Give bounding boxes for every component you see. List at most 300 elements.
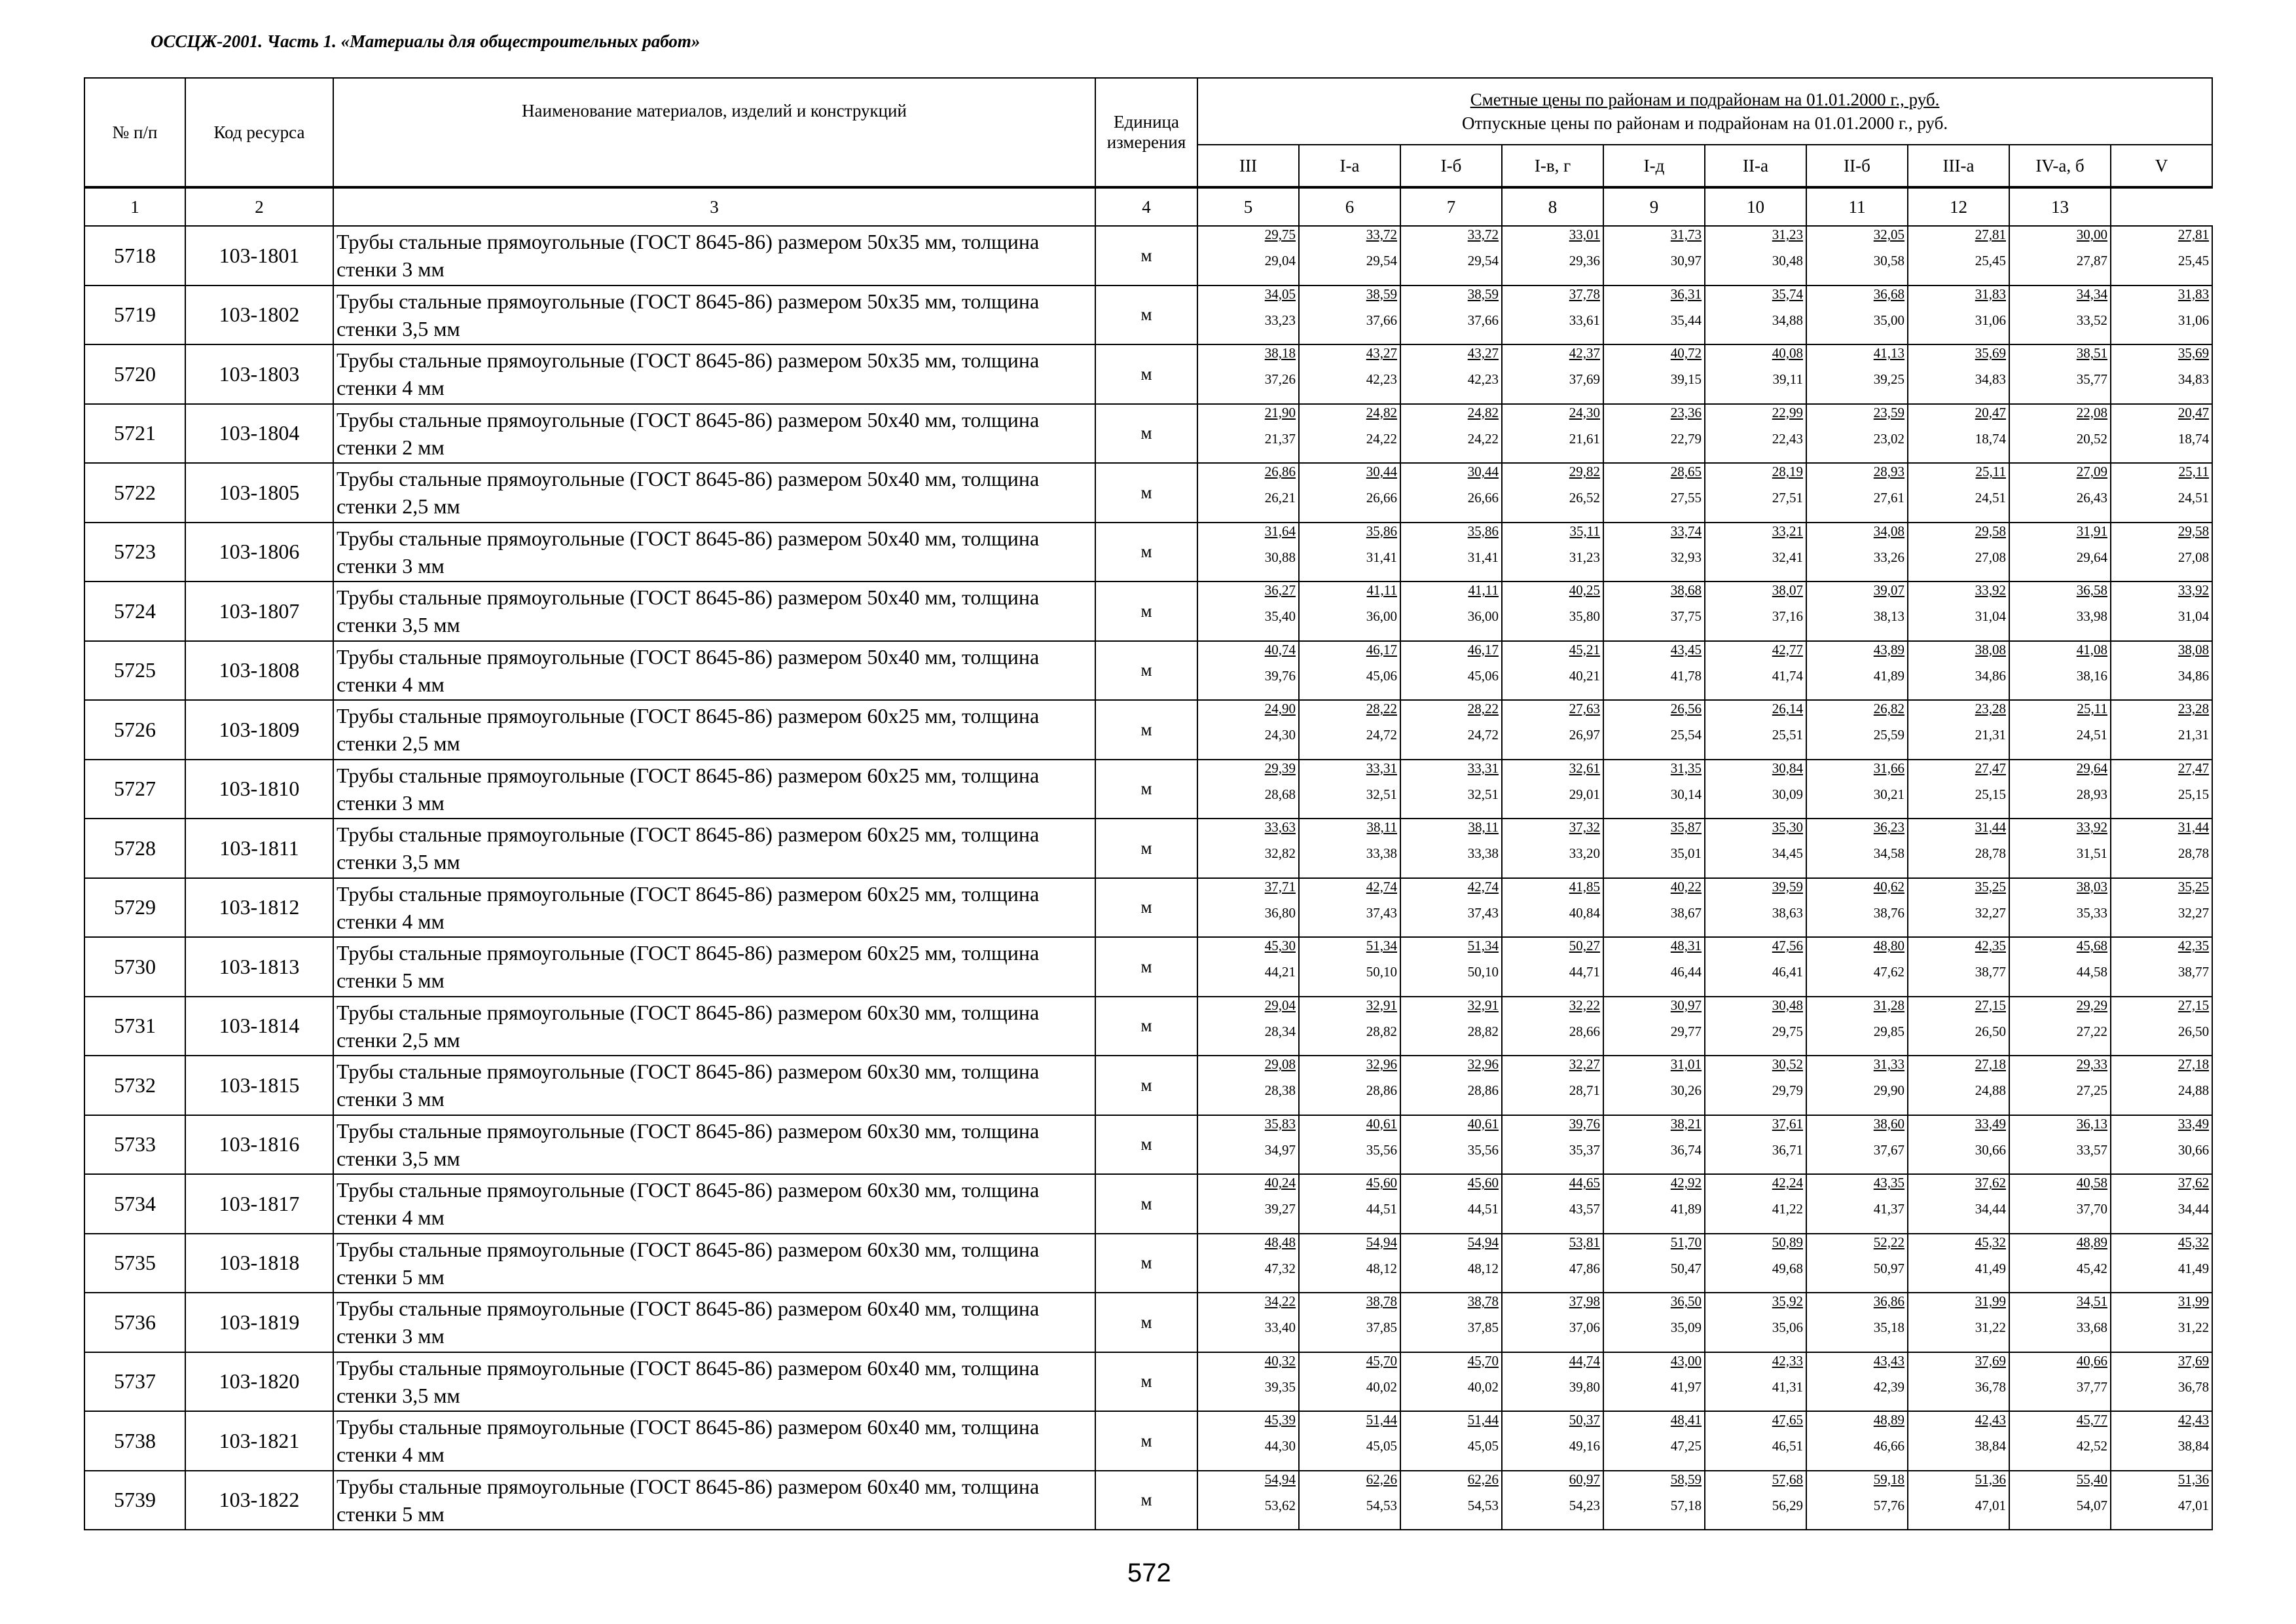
resource-code: 103-1821 — [185, 1411, 333, 1471]
price-cell — [2009, 581, 2111, 641]
release-price: 26,21 — [1264, 490, 1296, 506]
release-price: 31,06 — [1975, 312, 2006, 328]
price-cell — [1705, 997, 1806, 1056]
estimate-price: 35,25 — [2178, 878, 2210, 895]
release-price: 27,55 — [1670, 490, 1702, 506]
table-row — [84, 1352, 2212, 1412]
release-price: 41,89 — [1670, 1201, 1702, 1217]
estimate-price: 25,11 — [1975, 464, 2006, 479]
estimate-price: 54,94 — [1467, 1234, 1499, 1250]
price-cell — [1197, 937, 1299, 997]
material-name: Трубы стальные прямоугольные (ГОСТ 8645-86) размером 50х35 мм, толщина стенки 3 мм — [333, 226, 1095, 286]
column-number: 11 — [1806, 187, 1908, 226]
estimate-price: 40,66 — [2076, 1352, 2107, 1369]
price-cell — [1705, 344, 1806, 404]
price-cell — [1197, 1115, 1299, 1175]
price-cell — [1705, 1471, 1806, 1530]
release-price: 35,56 — [1467, 1141, 1499, 1158]
price-cell — [1400, 641, 1502, 701]
release-price: 54,07 — [2076, 1497, 2107, 1513]
release-price: 41,78 — [1670, 667, 1702, 684]
price-cell — [1806, 581, 1908, 641]
estimate-price: 36,13 — [2076, 1115, 2107, 1132]
release-price: 26,50 — [2178, 1023, 2210, 1039]
estimate-price: 45,32 — [1975, 1234, 2006, 1250]
release-price: 28,93 — [2076, 786, 2107, 802]
price-cell — [2111, 878, 2212, 938]
estimate-price: 30,00 — [2076, 227, 2107, 242]
estimate-price: 37,62 — [2178, 1175, 2210, 1190]
material-name: Трубы стальные прямоугольные (ГОСТ 8645-86) размером 50х35 мм, толщина стенки 4 мм — [333, 344, 1095, 404]
price-cell — [1603, 1411, 1705, 1471]
estimate-price: 40,58 — [2076, 1175, 2107, 1190]
release-price: 31,51 — [2076, 845, 2107, 861]
material-name: Трубы стальные прямоугольные (ГОСТ 8645-86) размером 60х25 мм, толщина стенки 4 мм — [333, 878, 1095, 938]
price-cell — [1299, 1293, 1400, 1352]
resource-code: 103-1812 — [185, 878, 333, 938]
release-price: 34,45 — [1772, 845, 1803, 861]
row-number: 5727 — [84, 760, 185, 819]
estimate-price: 52,22 — [1873, 1234, 1904, 1250]
release-price: 35,40 — [1264, 608, 1296, 624]
price-cell — [1299, 581, 1400, 641]
estimate-price: 36,86 — [1873, 1293, 1904, 1309]
price-cell — [2111, 997, 2212, 1056]
release-price: 30,58 — [1873, 253, 1904, 268]
material-name: Трубы стальные прямоугольные (ГОСТ 8645-86) размером 60х30 мм, толщина стенки 3,5 мм — [333, 1115, 1095, 1175]
release-price: 25,51 — [1772, 727, 1803, 743]
estimate-price: 43,00 — [1670, 1352, 1702, 1369]
table-row — [84, 581, 2212, 641]
estimate-price: 34,08 — [1873, 523, 1904, 539]
column-number: 7 — [1400, 187, 1502, 226]
estimate-price: 53,81 — [1569, 1234, 1600, 1250]
price-cell — [1603, 1471, 1705, 1530]
price-cell — [1705, 581, 1806, 641]
estimate-price: 40,74 — [1264, 641, 1296, 657]
price-cell — [1806, 344, 1908, 404]
price-cell — [1603, 1174, 1705, 1234]
estimate-price: 29,04 — [1264, 997, 1296, 1013]
price-cell — [1908, 760, 2009, 819]
price-cell — [1806, 523, 1908, 582]
row-number: 5733 — [84, 1115, 185, 1175]
price-cell — [1197, 523, 1299, 582]
price-cell — [1806, 1471, 1908, 1530]
region-header: I-в, г — [1502, 145, 1603, 187]
estimate-price: 38,21 — [1670, 1115, 1702, 1132]
release-price: 29,54 — [1467, 253, 1499, 268]
release-price: 35,00 — [1873, 312, 1904, 328]
estimate-price: 45,68 — [2076, 938, 2107, 953]
release-price: 34,88 — [1772, 312, 1803, 328]
price-caption-release: Отпускные цены по районам и подрайонам на 01.01.2000 г., руб. — [1461, 113, 1948, 133]
price-cell — [1299, 523, 1400, 582]
estimate-price: 26,14 — [1772, 701, 1803, 716]
release-price: 38,84 — [2178, 1438, 2210, 1454]
release-price: 36,00 — [1366, 608, 1397, 624]
table-row — [84, 226, 2212, 286]
price-cell — [1908, 700, 2009, 760]
estimate-price: 31,44 — [2178, 819, 2210, 835]
release-price: 49,68 — [1772, 1260, 1803, 1276]
release-price: 33,68 — [2076, 1320, 2107, 1335]
release-price: 38,77 — [2178, 964, 2210, 980]
release-price: 36,80 — [1264, 904, 1296, 921]
price-cell — [1908, 819, 2009, 878]
material-name: Трубы стальные прямоугольные (ГОСТ 8645-86) размером 60х25 мм, толщина стенки 5 мм — [333, 937, 1095, 997]
estimate-price: 50,89 — [1772, 1234, 1803, 1250]
release-price: 30,21 — [1873, 786, 1904, 802]
release-price: 35,33 — [2076, 904, 2107, 921]
estimate-price: 38,11 — [1468, 819, 1499, 835]
price-cell — [1299, 1411, 1400, 1471]
release-price: 31,23 — [1569, 549, 1600, 565]
price-cell — [1908, 1352, 2009, 1412]
price-cell — [1908, 997, 2009, 1056]
release-price: 47,32 — [1264, 1260, 1296, 1276]
price-cell — [2111, 641, 2212, 701]
release-price: 44,58 — [2076, 964, 2107, 980]
table-row — [84, 523, 2212, 582]
estimate-price: 33,49 — [1975, 1115, 2006, 1132]
release-price: 53,62 — [1264, 1497, 1296, 1513]
resource-code: 103-1817 — [185, 1174, 333, 1234]
release-price: 34,44 — [2178, 1201, 2210, 1217]
col-header-num: № п/п — [84, 78, 185, 187]
estimate-price: 48,80 — [1873, 938, 1904, 953]
release-price: 28,82 — [1467, 1023, 1499, 1039]
release-price: 50,10 — [1467, 964, 1499, 980]
release-price: 28,66 — [1569, 1023, 1600, 1039]
release-price: 24,88 — [1975, 1082, 2006, 1098]
estimate-price: 31,28 — [1873, 997, 1904, 1013]
price-cell — [1299, 1234, 1400, 1293]
price-cell — [1400, 404, 1502, 464]
row-number: 5718 — [84, 226, 185, 286]
price-cell — [1400, 581, 1502, 641]
estimate-price: 40,25 — [1569, 582, 1600, 598]
estimate-price: 33,49 — [2178, 1115, 2210, 1132]
estimate-price: 40,32 — [1264, 1352, 1296, 1369]
unit-of-measure: м — [1095, 997, 1197, 1056]
price-cell — [1400, 1471, 1502, 1530]
price-cell — [1502, 1352, 1603, 1412]
release-price: 21,31 — [1975, 727, 2006, 743]
table-row — [84, 344, 2212, 404]
estimate-price: 42,37 — [1569, 345, 1600, 361]
estimate-price: 38,08 — [2178, 641, 2210, 657]
estimate-price: 33,63 — [1264, 819, 1296, 835]
price-cell — [1502, 641, 1603, 701]
estimate-price: 31,64 — [1264, 523, 1296, 539]
release-price: 41,89 — [1873, 667, 1904, 684]
price-cell — [1502, 1411, 1603, 1471]
release-price: 28,86 — [1366, 1082, 1397, 1098]
estimate-price: 42,35 — [1975, 938, 2006, 953]
estimate-price: 40,08 — [1772, 345, 1803, 361]
estimate-price: 37,98 — [1569, 1293, 1600, 1309]
estimate-price: 38,78 — [1467, 1293, 1499, 1309]
estimate-price: 21,90 — [1264, 404, 1296, 420]
material-name: Трубы стальные прямоугольные (ГОСТ 8645-86) размером 60х25 мм, толщина стенки 3 мм — [333, 760, 1095, 819]
table-row — [84, 1174, 2212, 1234]
price-cell — [2111, 1471, 2212, 1530]
column-number: 12 — [1908, 187, 2009, 226]
release-price: 35,06 — [1772, 1320, 1803, 1335]
estimate-price: 38,11 — [1366, 819, 1397, 835]
column-number: 2 — [185, 187, 333, 226]
price-cell — [2009, 344, 2111, 404]
estimate-price: 35,69 — [1975, 345, 2006, 361]
estimate-price: 35,86 — [1467, 523, 1499, 539]
resource-code: 103-1811 — [185, 819, 333, 878]
price-cell — [1299, 1174, 1400, 1234]
column-number: 10 — [1705, 187, 1806, 226]
release-price: 35,18 — [1873, 1320, 1904, 1335]
price-cell — [1603, 226, 1705, 286]
price-cell — [1908, 344, 2009, 404]
estimate-price: 29,58 — [2178, 523, 2210, 539]
estimate-price: 46,17 — [1467, 641, 1499, 657]
price-cell — [1400, 1115, 1502, 1175]
estimate-price: 33,21 — [1772, 523, 1803, 539]
resource-code: 103-1802 — [185, 286, 333, 345]
release-price: 29,54 — [1366, 253, 1397, 268]
price-cell — [2111, 344, 2212, 404]
price-cell — [1299, 286, 1400, 345]
estimate-price: 51,34 — [1366, 938, 1397, 953]
column-number: 1 — [84, 187, 185, 226]
estimate-price: 31,99 — [2178, 1293, 2210, 1309]
estimate-price: 33,92 — [1975, 582, 2006, 598]
estimate-price: 32,61 — [1569, 760, 1600, 776]
estimate-price: 33,72 — [1467, 227, 1499, 242]
resource-code: 103-1816 — [185, 1115, 333, 1175]
release-price: 45,06 — [1366, 667, 1397, 684]
estimate-price: 44,74 — [1569, 1352, 1600, 1369]
release-price: 29,01 — [1569, 786, 1600, 802]
estimate-price: 23,36 — [1670, 404, 1702, 420]
release-price: 57,76 — [1873, 1497, 1904, 1513]
release-price: 41,49 — [1975, 1260, 2006, 1276]
release-price: 44,71 — [1569, 964, 1600, 980]
release-price: 28,78 — [2178, 845, 2210, 861]
estimate-price: 48,89 — [2076, 1234, 2107, 1250]
price-cell — [1197, 819, 1299, 878]
release-price: 37,85 — [1366, 1320, 1397, 1335]
table-row — [84, 760, 2212, 819]
release-price: 44,30 — [1264, 1438, 1296, 1454]
release-price: 45,06 — [1467, 667, 1499, 684]
release-price: 28,71 — [1569, 1082, 1600, 1098]
estimate-price: 40,22 — [1670, 878, 1702, 895]
price-cell — [1197, 1174, 1299, 1234]
resource-code: 103-1814 — [185, 997, 333, 1056]
price-cell — [1400, 226, 1502, 286]
release-price: 56,29 — [1772, 1497, 1803, 1513]
release-price: 30,14 — [1670, 786, 1702, 802]
release-price: 36,00 — [1467, 608, 1499, 624]
release-price: 29,04 — [1264, 253, 1296, 268]
price-cell — [1502, 523, 1603, 582]
release-price: 26,66 — [1467, 490, 1499, 506]
material-name: Трубы стальные прямоугольные (ГОСТ 8645-86) размером 50х40 мм, толщина стенки 4 мм — [333, 641, 1095, 701]
price-cell — [1299, 700, 1400, 760]
estimate-price: 32,27 — [1569, 1056, 1600, 1072]
release-price: 32,51 — [1366, 786, 1397, 802]
release-price: 39,76 — [1264, 667, 1296, 684]
estimate-price: 45,30 — [1264, 938, 1296, 953]
region-header: I-д — [1603, 145, 1705, 187]
price-cell — [1603, 641, 1705, 701]
price-cell — [1299, 878, 1400, 938]
price-cell — [2111, 1174, 2212, 1234]
price-cell — [1908, 641, 2009, 701]
col-header-prices — [1197, 78, 2212, 145]
price-cell — [1806, 700, 1908, 760]
row-number: 5725 — [84, 641, 185, 701]
price-cell — [1705, 523, 1806, 582]
row-number: 5722 — [84, 463, 185, 523]
resource-code: 103-1805 — [185, 463, 333, 523]
row-number: 5728 — [84, 819, 185, 878]
estimate-price: 43,27 — [1467, 345, 1499, 361]
table-row — [84, 937, 2212, 997]
estimate-price: 32,91 — [1467, 997, 1499, 1013]
region-header: I-а — [1299, 145, 1400, 187]
estimate-price: 50,27 — [1569, 938, 1600, 953]
price-cell — [1299, 760, 1400, 819]
release-price: 18,74 — [1975, 430, 2006, 447]
table-row — [84, 286, 2212, 345]
release-price: 54,53 — [1467, 1497, 1499, 1513]
release-price: 47,25 — [1670, 1438, 1702, 1454]
price-cell — [1806, 1234, 1908, 1293]
price-cell — [1502, 878, 1603, 938]
price-cell — [1502, 226, 1603, 286]
release-price: 35,09 — [1670, 1320, 1702, 1335]
table-row — [84, 641, 2212, 701]
price-cell — [1705, 1352, 1806, 1412]
price-cell — [1400, 937, 1502, 997]
estimate-price: 50,37 — [1569, 1412, 1600, 1428]
estimate-price: 58,59 — [1670, 1471, 1702, 1487]
release-price: 29,75 — [1772, 1023, 1803, 1039]
estimate-price: 40,61 — [1467, 1115, 1499, 1132]
estimate-price: 41,08 — [2076, 641, 2107, 657]
price-cell — [1603, 286, 1705, 345]
estimate-price: 31,66 — [1873, 760, 1904, 776]
estimate-price: 60,97 — [1569, 1471, 1600, 1487]
release-price: 25,59 — [1873, 727, 1904, 743]
region-header: III-а — [1908, 145, 2009, 187]
resource-code: 103-1806 — [185, 523, 333, 582]
estimate-price: 31,23 — [1772, 227, 1803, 242]
estimate-price: 35,92 — [1772, 1293, 1803, 1309]
estimate-price: 30,97 — [1670, 997, 1702, 1013]
release-price: 46,51 — [1772, 1438, 1803, 1454]
estimate-price: 39,59 — [1772, 878, 1803, 895]
price-cell — [1197, 760, 1299, 819]
price-cell — [2009, 937, 2111, 997]
row-number: 5732 — [84, 1056, 185, 1115]
release-price: 30,97 — [1670, 253, 1702, 268]
price-cell — [1299, 1471, 1400, 1530]
row-number: 5735 — [84, 1234, 185, 1293]
release-price: 36,78 — [2178, 1378, 2210, 1395]
estimate-price: 32,96 — [1467, 1056, 1499, 1072]
release-price: 57,18 — [1670, 1497, 1702, 1513]
release-price: 34,44 — [1975, 1201, 2006, 1217]
estimate-price: 41,13 — [1873, 345, 1904, 361]
table-row — [84, 1115, 2212, 1175]
release-price: 37,26 — [1264, 371, 1296, 387]
release-price: 41,74 — [1772, 667, 1803, 684]
estimate-price: 31,99 — [1975, 1293, 2006, 1309]
price-cell — [1400, 286, 1502, 345]
price-cell — [1400, 1234, 1502, 1293]
estimate-price: 48,31 — [1670, 938, 1702, 953]
estimate-price: 30,84 — [1772, 760, 1803, 776]
estimate-price: 31,83 — [2178, 286, 2210, 302]
unit-of-measure: м — [1095, 1352, 1197, 1412]
release-price: 26,50 — [1975, 1023, 2006, 1039]
unit-of-measure: м — [1095, 523, 1197, 582]
release-price: 30,26 — [1670, 1082, 1702, 1098]
price-cell — [1197, 700, 1299, 760]
price-cell — [1502, 937, 1603, 997]
release-price: 39,11 — [1772, 371, 1803, 387]
release-price: 38,77 — [1975, 964, 2006, 980]
price-cell — [1299, 937, 1400, 997]
release-price: 48,12 — [1467, 1260, 1499, 1276]
release-price: 31,22 — [1975, 1320, 2006, 1335]
price-cell — [1908, 226, 2009, 286]
price-cell — [2111, 286, 2212, 345]
material-name: Трубы стальные прямоугольные (ГОСТ 8645-86) размером 60х30 мм, толщина стенки 2,5 мм — [333, 997, 1095, 1056]
release-price: 24,51 — [2076, 727, 2107, 743]
table-row — [84, 1056, 2212, 1115]
estimate-price: 31,91 — [2076, 523, 2107, 539]
estimate-price: 27,18 — [1975, 1056, 2006, 1072]
release-price: 27,51 — [1772, 490, 1803, 506]
material-name: Трубы стальные прямоугольные (ГОСТ 8645-86) размером 60х30 мм, толщина стенки 4 мм — [333, 1174, 1095, 1234]
price-cell — [1197, 1056, 1299, 1115]
price-cell — [1705, 760, 1806, 819]
price-cell — [2111, 226, 2212, 286]
estimate-price: 29,75 — [1264, 227, 1296, 242]
price-cell — [1603, 404, 1705, 464]
release-price: 44,51 — [1366, 1201, 1397, 1217]
release-price: 25,45 — [1975, 253, 2006, 268]
estimate-price: 38,51 — [2076, 345, 2107, 361]
release-price: 33,40 — [1264, 1320, 1296, 1335]
table-row — [84, 1471, 2212, 1530]
price-cell — [2111, 1411, 2212, 1471]
price-cell — [2009, 700, 2111, 760]
release-price: 38,67 — [1670, 904, 1702, 921]
row-number: 5729 — [84, 878, 185, 938]
table-row — [84, 1293, 2212, 1352]
price-cell — [2009, 1471, 2111, 1530]
release-price: 32,82 — [1264, 845, 1296, 861]
release-price: 41,37 — [1873, 1201, 1904, 1217]
release-price: 30,66 — [1975, 1141, 2006, 1158]
material-name: Трубы стальные прямоугольные (ГОСТ 8645-86) размером 60х40 мм, толщина стенки 3 мм — [333, 1293, 1095, 1352]
price-cell — [1806, 937, 1908, 997]
price-cell — [2009, 1115, 2111, 1175]
